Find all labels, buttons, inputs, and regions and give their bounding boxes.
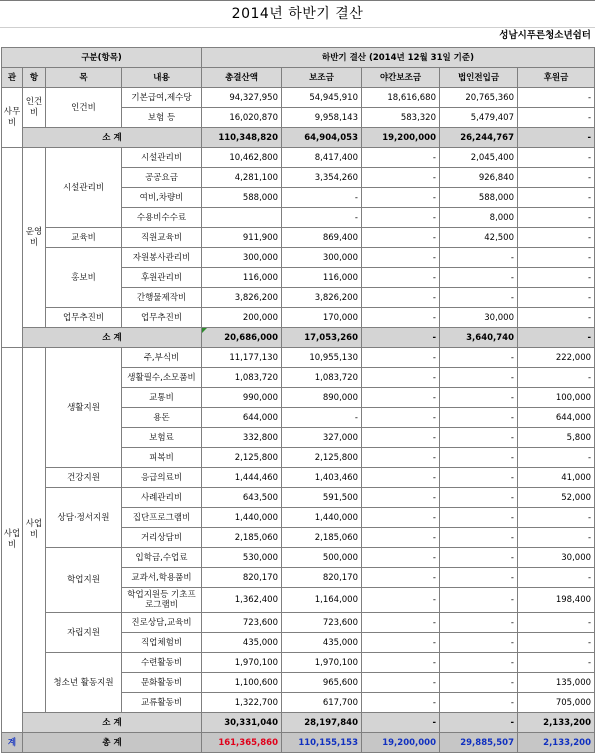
corp-cell: 3,640,740 [440, 328, 518, 348]
item-label: 보험료 [122, 428, 202, 448]
corp-cell: - [440, 588, 518, 613]
item-label: 교통비 [122, 388, 202, 408]
corp-cell: - [440, 268, 518, 288]
subtotal-label: 소 계 [23, 713, 202, 733]
corp-cell: - [440, 568, 518, 588]
night-cell: - [362, 673, 440, 693]
subsidy-cell: - [282, 188, 362, 208]
grand-corp-amount: 29,885,507 [440, 733, 518, 753]
subsidy-cell: 3,826,200 [282, 288, 362, 308]
night-cell: - [362, 248, 440, 268]
category-hakeop: 학업지원 [46, 548, 122, 613]
header-night: 야간보조금 [362, 68, 440, 88]
donation-cell: 41,000 [518, 468, 595, 488]
item-label: 생활필수,소모품비 [122, 368, 202, 388]
donation-cell: 5,800 [518, 428, 595, 448]
corp-cell: 20,765,360 [440, 88, 518, 108]
total-cell: 332,800 [202, 428, 282, 448]
corp-cell: 42,500 [440, 228, 518, 248]
donation-cell: - [518, 448, 595, 468]
donation-cell: 52,000 [518, 488, 595, 508]
corp-cell: 8,000 [440, 208, 518, 228]
item-label: 업무추진비 [122, 308, 202, 328]
total-cell: 1,362,400 [202, 588, 282, 613]
item-label: 문화활동비 [122, 673, 202, 693]
grand-total-label: 총 계 [23, 733, 202, 753]
total-cell: 94,327,950 [202, 88, 282, 108]
category-blank [2, 148, 23, 348]
item-label: 피복비 [122, 448, 202, 468]
night-cell: - [362, 588, 440, 613]
corp-cell: - [440, 633, 518, 653]
night-cell: - [362, 428, 440, 448]
night-cell: - [362, 633, 440, 653]
donation-cell: - [518, 128, 595, 148]
donation-cell: - [518, 148, 595, 168]
night-cell: 583,320 [362, 108, 440, 128]
item-label: 집단프로그램비 [122, 508, 202, 528]
subsidy-cell: 435,000 [282, 633, 362, 653]
corp-cell: - [440, 673, 518, 693]
total-cell: 820,170 [202, 568, 282, 588]
item-label: 기본급여,제수당 [122, 88, 202, 108]
header-row-1 [2, 48, 595, 68]
header-mok: 목 [46, 68, 122, 88]
subtotal-label: 소 계 [23, 128, 202, 148]
grand-night-amount: 19,200,000 [362, 733, 440, 753]
total-cell: 1,440,000 [202, 508, 282, 528]
night-cell: - [362, 308, 440, 328]
table-row [2, 653, 595, 673]
donation-cell: - [518, 88, 595, 108]
table-row [2, 548, 595, 568]
item-label: 입학금,수업료 [122, 548, 202, 568]
subtotal-row [2, 713, 595, 733]
item-label: 수련활동비 [122, 653, 202, 673]
corp-cell: - [440, 508, 518, 528]
total-cell: 588,000 [202, 188, 282, 208]
donation-cell: 30,000 [518, 548, 595, 568]
donation-cell: - [518, 168, 595, 188]
table-row [2, 148, 595, 168]
item-label: 주,부식비 [122, 348, 202, 368]
table-row [2, 488, 595, 508]
donation-cell: - [518, 248, 595, 268]
total-cell: 723,600 [202, 613, 282, 633]
category-samubi: 사무비 [2, 88, 23, 148]
corp-cell: 2,045,400 [440, 148, 518, 168]
category-saeopbi-hang: 사업비 [23, 348, 46, 713]
table-row [2, 348, 595, 368]
donation-cell: 222,000 [518, 348, 595, 368]
donation-cell: - [518, 228, 595, 248]
night-cell: - [362, 528, 440, 548]
table-row [2, 248, 595, 268]
subsidy-cell: 64,904,053 [282, 128, 362, 148]
night-cell: 18,616,680 [362, 88, 440, 108]
corp-cell: - [440, 428, 518, 448]
subsidy-cell: 170,000 [282, 308, 362, 328]
subsidy-cell: 1,970,100 [282, 653, 362, 673]
category-gyoyuk: 교육비 [46, 228, 122, 248]
header-total: 총결산액 [202, 68, 282, 88]
night-cell: - [362, 488, 440, 508]
night-cell: - [362, 448, 440, 468]
item-label: 교류활동비 [122, 693, 202, 713]
subsidy-cell: 890,000 [282, 388, 362, 408]
category-ingeonbi-hang: 인건비 [23, 88, 46, 128]
night-cell: - [362, 288, 440, 308]
corp-cell: - [440, 488, 518, 508]
subsidy-cell: 723,600 [282, 613, 362, 633]
subsidy-cell: 1,440,000 [282, 508, 362, 528]
subtotal-label: 소 계 [23, 328, 202, 348]
total-cell: 911,900 [202, 228, 282, 248]
subsidy-cell: 1,403,460 [282, 468, 362, 488]
night-cell: - [362, 168, 440, 188]
total-cell: 1,322,700 [202, 693, 282, 713]
grand-total-row [2, 733, 595, 753]
item-label: 사례관리비 [122, 488, 202, 508]
subsidy-cell: 17,053,260 [282, 328, 362, 348]
total-cell: 10,462,800 [202, 148, 282, 168]
donation-cell: - [518, 268, 595, 288]
subtotal-row [2, 128, 595, 148]
header-period: 하반기 결산 (2014년 12월 31일 기준) [202, 48, 595, 68]
total-cell: 20,686,000 [202, 328, 282, 348]
grand-total-amount: 161,365,860 [202, 733, 282, 753]
subsidy-cell: 327,000 [282, 428, 362, 448]
corp-cell: - [440, 288, 518, 308]
budget-table [1, 47, 595, 753]
category-hongbo: 홍보비 [46, 248, 122, 308]
corp-cell: 926,840 [440, 168, 518, 188]
night-cell: - [362, 188, 440, 208]
donation-cell: - [518, 508, 595, 528]
table-row [2, 228, 595, 248]
night-cell: - [362, 228, 440, 248]
header-hang: 항 [23, 68, 46, 88]
corp-cell: 30,000 [440, 308, 518, 328]
subsidy-cell: 965,600 [282, 673, 362, 693]
header-subsidy: 보조금 [282, 68, 362, 88]
subsidy-cell: - [282, 208, 362, 228]
donation-cell: - [518, 308, 595, 328]
donation-cell: - [518, 368, 595, 388]
total-cell: 2,125,800 [202, 448, 282, 468]
item-label: 교과서,학용품비 [122, 568, 202, 588]
corp-cell: - [440, 368, 518, 388]
corp-cell: - [440, 348, 518, 368]
header-donation: 후원금 [518, 68, 595, 88]
donation-cell: - [518, 208, 595, 228]
corp-cell: 5,479,407 [440, 108, 518, 128]
item-label: 보험 등 [122, 108, 202, 128]
subsidy-cell: 116,000 [282, 268, 362, 288]
header-naeyong: 내용 [122, 68, 202, 88]
donation-cell: - [518, 288, 595, 308]
table-row [2, 468, 595, 488]
night-cell: - [362, 368, 440, 388]
report-title: 2014년 하반기 결산 [0, 0, 595, 28]
table-row [2, 308, 595, 328]
night-cell: 19,200,000 [362, 128, 440, 148]
item-label: 진로상담,교육비 [122, 613, 202, 633]
donation-cell: - [518, 633, 595, 653]
category-ingeonbi-mok: 인건비 [46, 88, 122, 128]
donation-cell: - [518, 328, 595, 348]
category-sangdam: 상담·정서지원 [46, 488, 122, 548]
item-label: 직원교육비 [122, 228, 202, 248]
total-cell: 2,185,060 [202, 528, 282, 548]
total-cell: 1,100,600 [202, 673, 282, 693]
item-label: 학업지원등 기초프로그램비 [122, 588, 202, 613]
corp-cell: - [440, 468, 518, 488]
night-cell: - [362, 328, 440, 348]
donation-cell: - [518, 188, 595, 208]
subsidy-cell: 617,700 [282, 693, 362, 713]
total-cell: 4,281,100 [202, 168, 282, 188]
header-row-2 [2, 68, 595, 88]
subsidy-cell: 1,164,000 [282, 588, 362, 613]
item-label: 간행물제작비 [122, 288, 202, 308]
night-cell: - [362, 388, 440, 408]
item-label: 거리상담비 [122, 528, 202, 548]
category-saeopbi-gwan: 사업비 [2, 348, 23, 733]
donation-cell: - [518, 653, 595, 673]
night-cell: - [362, 568, 440, 588]
organization-name: 성남시푸른청소년쉼터 [499, 30, 591, 41]
night-cell: - [362, 408, 440, 428]
donation-cell: 135,000 [518, 673, 595, 693]
subsidy-cell: 591,500 [282, 488, 362, 508]
category-sisul: 시설관리비 [46, 148, 122, 228]
subsidy-cell: 9,958,143 [282, 108, 362, 128]
table-row [2, 613, 595, 633]
total-cell: 30,331,040 [202, 713, 282, 733]
subsidy-cell: 10,955,130 [282, 348, 362, 368]
item-label: 수용비수수료 [122, 208, 202, 228]
total-cell: 110,348,820 [202, 128, 282, 148]
total-cell: 16,020,870 [202, 108, 282, 128]
night-cell: - [362, 653, 440, 673]
donation-cell: 705,000 [518, 693, 595, 713]
grand-donation-amount: 2,133,200 [518, 733, 595, 753]
total-cell: 116,000 [202, 268, 282, 288]
total-cell: 435,000 [202, 633, 282, 653]
subsidy-cell: 28,197,840 [282, 713, 362, 733]
item-label: 직업체험비 [122, 633, 202, 653]
item-label: 시설관리비 [122, 148, 202, 168]
item-label: 응급의료비 [122, 468, 202, 488]
corp-cell: - [440, 713, 518, 733]
corp-cell: - [440, 448, 518, 468]
corp-cell: - [440, 388, 518, 408]
donation-cell: - [518, 568, 595, 588]
total-cell: 3,826,200 [202, 288, 282, 308]
night-cell: - [362, 508, 440, 528]
night-cell: - [362, 208, 440, 228]
subsidy-cell: 500,000 [282, 548, 362, 568]
donation-cell: 644,000 [518, 408, 595, 428]
subsidy-cell: 820,170 [282, 568, 362, 588]
total-cell: 643,500 [202, 488, 282, 508]
corp-cell: - [440, 408, 518, 428]
total-cell: 300,000 [202, 248, 282, 268]
subtotal-row [2, 328, 595, 348]
subsidy-cell: 869,400 [282, 228, 362, 248]
donation-cell: - [518, 528, 595, 548]
header-gwan: 관 [2, 68, 23, 88]
item-label: 공공요금 [122, 168, 202, 188]
donation-cell: 2,133,200 [518, 713, 595, 733]
night-cell: - [362, 148, 440, 168]
header-group: 구분(항목) [2, 48, 202, 68]
category-saenghwal: 생활지원 [46, 348, 122, 468]
item-label: 후원관리비 [122, 268, 202, 288]
night-cell: - [362, 348, 440, 368]
table-row [2, 88, 595, 108]
total-cell: 1,083,720 [202, 368, 282, 388]
total-cell: 644,000 [202, 408, 282, 428]
corp-cell: - [440, 248, 518, 268]
night-cell: - [362, 548, 440, 568]
donation-cell: - [518, 108, 595, 128]
grand-total-gye: 계 [2, 733, 23, 753]
total-cell: 530,000 [202, 548, 282, 568]
category-eopmu: 업무추진비 [46, 308, 122, 328]
subsidy-cell: 2,185,060 [282, 528, 362, 548]
category-cheongsonyeon: 청소년 활동지원 [46, 653, 122, 713]
item-label: 여비,차량비 [122, 188, 202, 208]
corp-cell: 26,244,767 [440, 128, 518, 148]
night-cell: - [362, 693, 440, 713]
total-cell: 990,000 [202, 388, 282, 408]
total-cell: 11,177,130 [202, 348, 282, 368]
corp-cell: 588,000 [440, 188, 518, 208]
category-geongang: 건강지원 [46, 468, 122, 488]
night-cell: - [362, 468, 440, 488]
item-label: 용돈 [122, 408, 202, 428]
donation-cell: 198,400 [518, 588, 595, 613]
corp-cell: - [440, 613, 518, 633]
night-cell: - [362, 613, 440, 633]
night-cell: - [362, 713, 440, 733]
corp-cell: - [440, 548, 518, 568]
category-unyeongbi: 운영비 [23, 148, 46, 328]
grand-subsidy-amount: 110,155,153 [282, 733, 362, 753]
subsidy-cell: - [282, 408, 362, 428]
item-label: 자원봉사관리비 [122, 248, 202, 268]
total-cell: 1,444,460 [202, 468, 282, 488]
subsidy-cell: 3,354,260 [282, 168, 362, 188]
donation-cell: 100,000 [518, 388, 595, 408]
corp-cell: - [440, 653, 518, 673]
subsidy-cell: 2,125,800 [282, 448, 362, 468]
corp-cell: - [440, 528, 518, 548]
subsidy-cell: 300,000 [282, 248, 362, 268]
night-cell: - [362, 268, 440, 288]
total-cell [202, 208, 282, 228]
subsidy-cell: 54,945,910 [282, 88, 362, 108]
total-cell: 200,000 [202, 308, 282, 328]
header-corp: 법인전입금 [440, 68, 518, 88]
donation-cell: - [518, 613, 595, 633]
corp-cell: - [440, 693, 518, 713]
subsidy-cell: 1,083,720 [282, 368, 362, 388]
category-jarip: 자립지원 [46, 613, 122, 653]
total-cell: 1,970,100 [202, 653, 282, 673]
subsidy-cell: 8,417,400 [282, 148, 362, 168]
